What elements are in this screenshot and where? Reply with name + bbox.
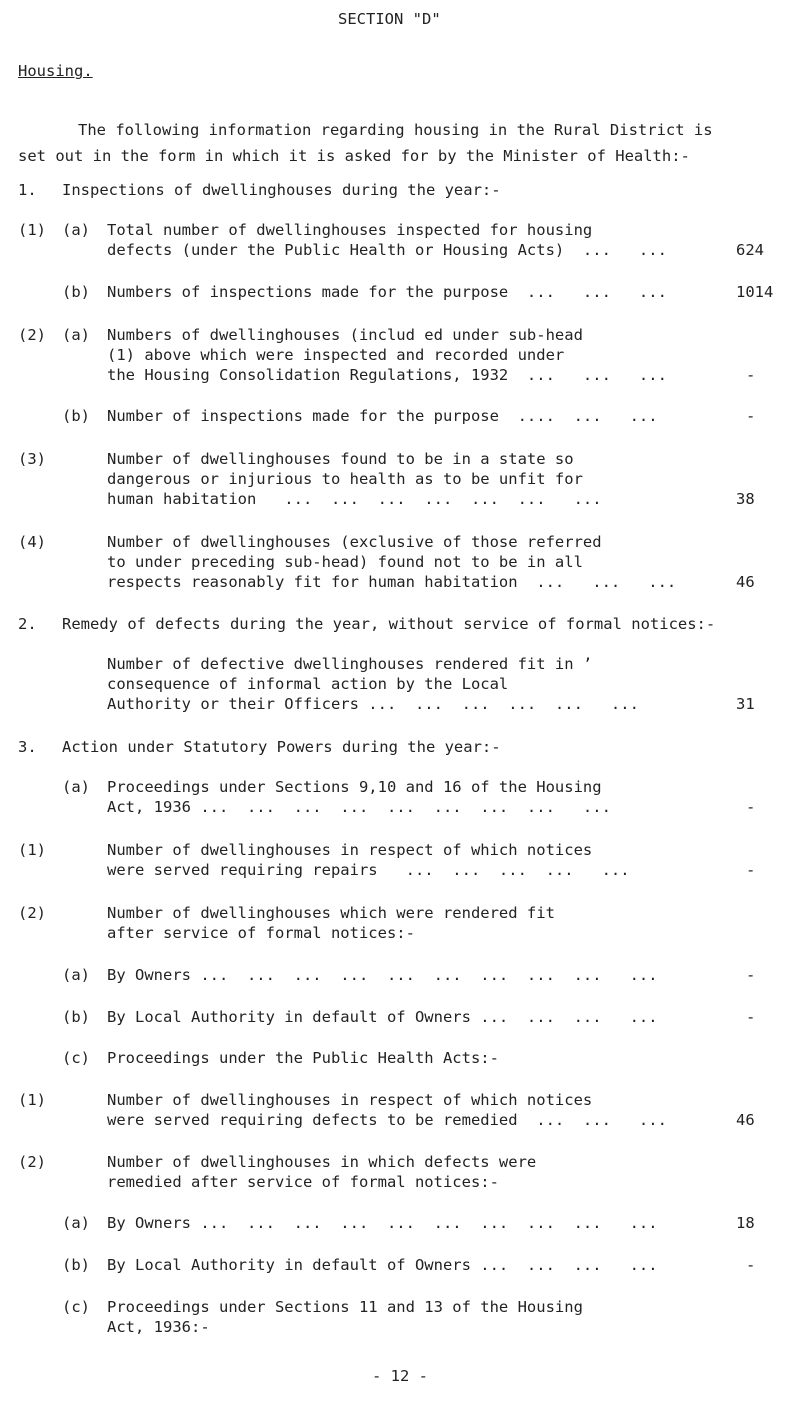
item-2-text-3: Authority or their Officers ... ... ... ... ... ... (107, 695, 639, 713)
item-1-3-text-3: human habitation ... ... ... ... ... ... ... (107, 490, 602, 508)
item-3c-2-text-1: Number of dwellinghouses in which defects were (107, 1153, 537, 1171)
heading-housing (18, 62, 93, 81)
item-3a-2b-label: (b) (62, 1008, 90, 1026)
item-1-3-value: 38 (736, 490, 755, 508)
item-1-4-number: (4) (18, 533, 46, 551)
item-3d-label: (c) (62, 1298, 90, 1316)
item-3c-1-text-1: Number of dwellinghouses in respect of which notices (107, 1091, 593, 1109)
item-3a-2b-value: - (746, 1008, 756, 1026)
item-3a-2a-text: By Owners ... ... ... ... ... ... ... ... ... ... (107, 966, 658, 984)
item-3a-1-number: (1) (18, 841, 46, 859)
item-1-number: 1. (18, 181, 37, 199)
item-1-4-text-3: respects reasonably fit for human habitation ... ... ... (107, 573, 677, 591)
item-1-title: Inspections of dwellinghouses during the year:- (62, 181, 501, 199)
page-number: - 12 - (372, 1367, 428, 1385)
item-1-2b-value: - (746, 407, 756, 425)
item-3c-2-text-2: remedied after service of formal notices:- (107, 1173, 499, 1191)
item-1-3-number: (3) (18, 450, 46, 468)
item-1-1b-value: 1014 (736, 283, 774, 301)
item-1-1b-label: (b) (62, 283, 90, 301)
item-1-2-number: (2) (18, 326, 46, 344)
item-3c-2b-value: - (746, 1256, 756, 1274)
item-1-1a-text-1: Total number of dwellinghouses inspected for housing (107, 221, 593, 239)
item-3c-1-value: 46 (736, 1111, 755, 1129)
item-1-2a-label: (a) (62, 326, 90, 344)
item-3a-1-text-1: Number of dwellinghouses in respect of which notices (107, 841, 593, 859)
item-3a-1-value: - (746, 861, 756, 879)
item-3a-2-text-2: after service of formal notices:- (107, 924, 415, 942)
item-2-text-2: consequence of informal action by the Local (107, 675, 509, 693)
item-3c-2b-text: By Local Authority in default of Owners ... ... ... ... (107, 1256, 658, 1274)
item-2-value: 31 (736, 695, 755, 713)
item-1-2a-text-2: (1) above which were inspected and recorded under (107, 346, 565, 364)
item-3c-2-number: (2) (18, 1153, 46, 1171)
item-3a-2a-label: (a) (62, 966, 90, 984)
item-1-4-value: 46 (736, 573, 755, 591)
item-3a-text-2: Act, 1936 ... ... ... ... ... ... ... ... ... (107, 798, 611, 816)
item-1-1a-label: (a) (62, 221, 90, 239)
section-title: SECTION "D" (338, 10, 441, 28)
item-3-number: 3. (18, 738, 37, 756)
item-1-2b-label: (b) (62, 407, 90, 425)
item-1-3-text-2: dangerous or injurious to health as to be unfit for (107, 470, 583, 488)
intro-line-1: The following information regarding housing in the Rural District is (78, 121, 713, 139)
item-3c-text: Proceedings under the Public Health Acts:- (107, 1049, 499, 1067)
item-3c-label: (c) (62, 1049, 90, 1067)
item-1-3-text-1: Number of dwellinghouses found to be in a state so (107, 450, 574, 468)
item-3d-text-2: Act, 1936:- (107, 1318, 210, 1336)
heading-housing-text: Housing. (18, 62, 93, 80)
item-3a-1-text-2: were served requiring repairs ... ... ... ... ... (107, 861, 630, 879)
item-2-number: 2. (18, 615, 37, 633)
item-1-4-text-2: to under preceding sub-head) found not to be in all (107, 553, 583, 571)
item-3c-2a-label: (a) (62, 1214, 90, 1232)
item-3c-2a-text: By Owners ... ... ... ... ... ... ... ... ... ... (107, 1214, 658, 1232)
item-1-2a-text-1: Numbers of dwellinghouses (includ ed under sub-head (107, 326, 583, 344)
item-1-1b-text: Numbers of inspections made for the purpose ... ... ... (107, 283, 667, 301)
item-3a-2-text-1: Number of dwellinghouses which were rendered fit (107, 904, 555, 922)
item-1-1a-text-2: defects (under the Public Health or Housing Acts) ... ... (107, 241, 667, 259)
item-3a-2b-text: By Local Authority in default of Owners ... ... ... ... (107, 1008, 658, 1026)
item-3c-2b-label: (b) (62, 1256, 90, 1274)
item-2-title: Remedy of defects during the year, without service of formal notices:- (62, 615, 716, 633)
item-3a-text-1: Proceedings under Sections 9,10 and 16 of the Housing (107, 778, 602, 796)
item-3a-2a-value: - (746, 966, 756, 984)
item-3d-text-1: Proceedings under Sections 11 and 13 of the Housing (107, 1298, 583, 1316)
item-1-2a-value: - (746, 366, 756, 384)
item-1-2b-text: Number of inspections made for the purpose .... ... ... (107, 407, 658, 425)
item-1-4-text-1: Number of dwellinghouses (exclusive of those referred (107, 533, 602, 551)
item-3-title: Action under Statutory Powers during the year:- (62, 738, 501, 756)
item-1-1a-value: 624 (736, 241, 764, 259)
item-2-text-1: Number of defective dwellinghouses rendered fit in ’ (107, 655, 593, 673)
item-3a-2-number: (2) (18, 904, 46, 922)
item-3a-label: (a) (62, 778, 90, 796)
intro-line-2: set out in the form in which it is asked for by the Minister of Health:- (18, 147, 690, 165)
item-3a-value: - (746, 798, 756, 816)
item-1-2a-text-3: the Housing Consolidation Regulations, 1932 ... ... ... (107, 366, 667, 384)
item-3c-2a-value: 18 (736, 1214, 755, 1232)
item-1-1-number: (1) (18, 221, 46, 239)
item-3c-1-text-2: were served requiring defects to be remedied ... ... ... (107, 1111, 667, 1129)
item-3c-1-number: (1) (18, 1091, 46, 1109)
